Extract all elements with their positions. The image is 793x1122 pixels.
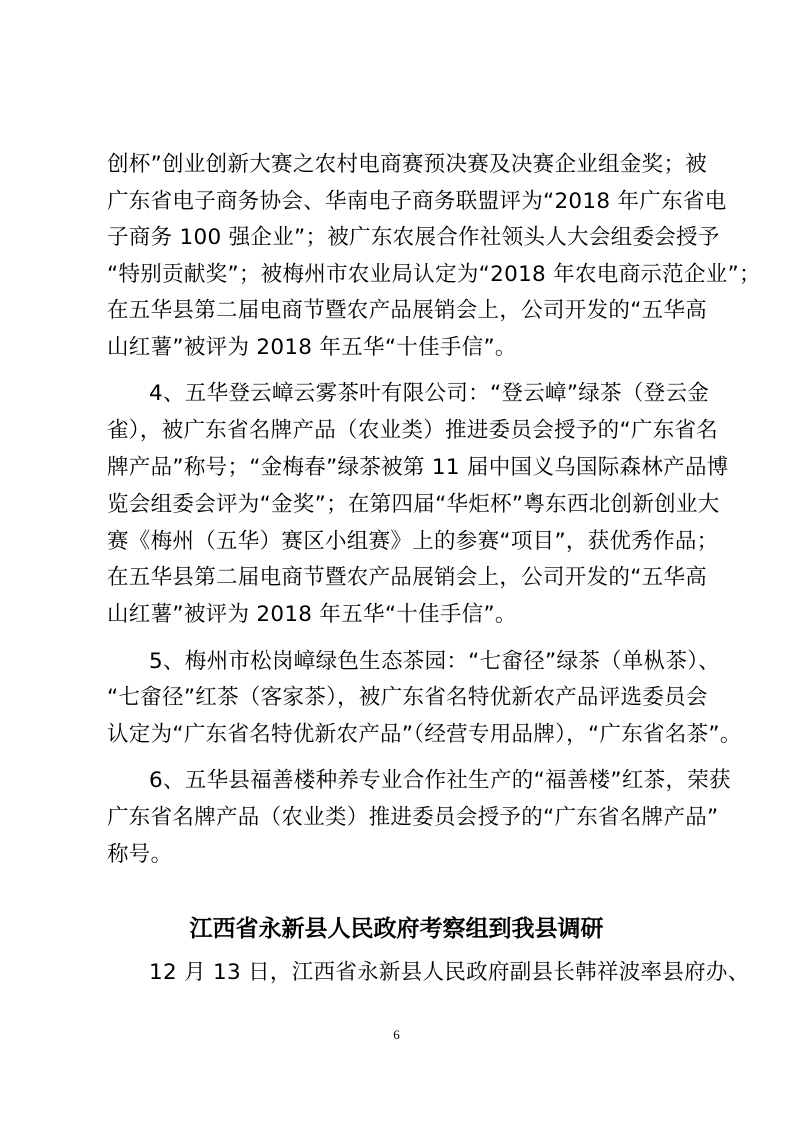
text-line: 览会组委会评为“金奖”；在第四届“华炬杯”粤东西北创新创业大: [107, 492, 720, 517]
text-line: 山红薯”被评为 2018 年五华“十佳手信”。: [107, 335, 517, 360]
text-line: 6、五华县福善楼种养专业合作社生产的“福善楼”红茶，荣获: [149, 768, 731, 793]
text-line: 5、梅州市松岗嶂绿色生态茶园：“七畲径”绿茶（单枞茶）、: [149, 649, 721, 674]
text-line: 赛《梅州（五华）赛区小组赛》上的参赛“项目”，获优秀作品；: [107, 529, 719, 554]
text-line: 雀），被广东省名牌产品（农业类）推进委员会授予的“广东省名: [107, 418, 719, 443]
text-line: 山红薯”被评为 2018 年五华“十佳手信”。: [107, 602, 517, 627]
text-line: 子商务 100 强企业”；被广东农展合作社领头人大会组委会授予: [107, 225, 720, 250]
text-line: 广东省名牌产品（农业类）推进委员会授予的“广东省名牌产品”: [107, 805, 719, 830]
text-line: “七畲径”红茶（客家茶），被广东省名特优新农产品评选委员会: [107, 685, 708, 710]
text-line: 4、五华登云嶂云雾茶叶有限公司：“登云嶂”绿茶（登云金: [149, 381, 710, 406]
text-line: “特别贡献奖”；被梅州市农业局认定为“2018 年农电商示范企业”；: [107, 262, 761, 287]
section-title: 江西省永新县人民政府考察组到我县调研: [189, 915, 604, 942]
text-line: 广东省电子商务协会、华南电子商务联盟评为“2018 年广东省电: [107, 189, 727, 214]
text-line: 在五华县第二届电商节暨农产品展销会上，公司开发的“五华高: [107, 565, 708, 590]
text-line: 12 月 13 日，江西省永新县人民政府副县长韩祥波率县府办、: [149, 960, 750, 985]
text-line: 在五华县第二届电商节暨农产品展销会上，公司开发的“五华高: [107, 298, 708, 323]
text-line: 牌产品”称号；“金梅春”绿茶被第 11 届中国义乌国际森林产品博: [107, 455, 729, 480]
page-number: 6: [393, 1027, 400, 1042]
text-line: 称号。: [107, 842, 173, 867]
text-line: 认定为“广东省名特优新农产品”（经营专用品牌），“广东省名茶”。: [107, 722, 742, 747]
text-line: 创杯”创业创新大赛之农村电商赛预决赛及决赛企业组金奖；被: [107, 152, 708, 177]
